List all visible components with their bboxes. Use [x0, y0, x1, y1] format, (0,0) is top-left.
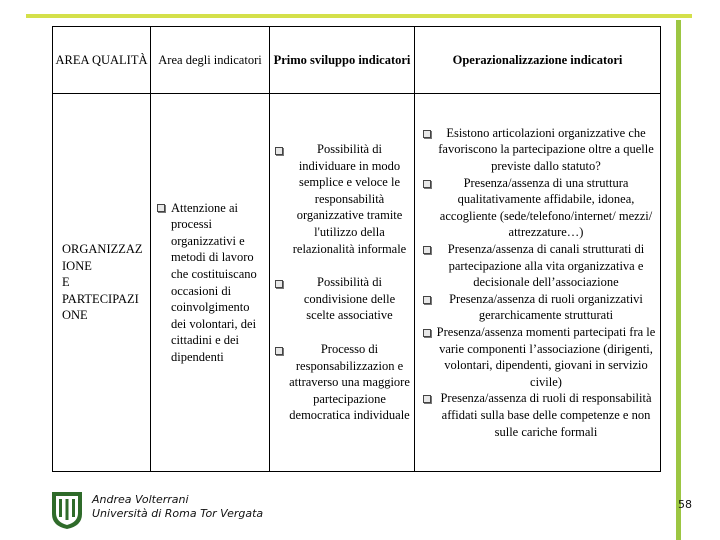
list-item — [436, 241, 656, 291]
header-primo-sviluppo: Primo sviluppo indicatori — [270, 27, 415, 94]
sviluppo-list — [289, 141, 410, 424]
university-logo-icon — [50, 490, 84, 530]
checkbox-bullet-icon — [423, 329, 431, 337]
list-item — [436, 175, 656, 241]
sviluppo-cell — [270, 94, 415, 472]
list-item-text: Presenza/assenza momenti partecipati fra le varie componenti l’associazione (dirigenti, volontari, dipendenti, giovani in servizio civile) — [436, 324, 656, 389]
checkbox-bullet-icon — [275, 147, 283, 155]
list-item-text: Possibilità di individuare in modo semplice e veloce le responsabilità organizzative tramite l'utilizzo della relazionalità informale — [292, 142, 407, 256]
footer-author: Andrea Volterrani — [92, 493, 189, 506]
list-item — [436, 390, 656, 440]
operazionalizzazione-cell — [415, 94, 661, 472]
operazionalizzazione-list — [436, 125, 656, 440]
list-item — [436, 125, 656, 175]
list-item — [289, 141, 410, 257]
page-number: 58 — [678, 498, 692, 511]
footer-university: Università di Roma Tor Vergata — [92, 507, 264, 520]
checkbox-bullet-icon — [423, 395, 431, 403]
checkbox-bullet-icon — [423, 246, 431, 254]
footer-credits — [92, 493, 263, 521]
side-accent-bar — [676, 20, 681, 540]
list-item-text: Presenza/assenza di ruoli organizzativi gerarchicamente strutturati — [449, 291, 643, 323]
list-item-text: Presenza/assenza di una struttura qualitativamente affidabile, idonea, accogliente (sede/telefono/internet/ mezzi/ attrezzature…) — [439, 175, 653, 240]
list-item-text: Attenzione ai processi organizzativi e metodi di lavoro che costituiscano occasioni di coinvolgimento dei volontari, dei cittadini e dei dipendenti — [171, 200, 257, 364]
checkbox-bullet-icon — [423, 296, 431, 304]
list-item-text: Processo di responsabilizzazion e attraverso una maggiore partecipazione democratica individuale — [289, 341, 410, 423]
list-item — [289, 274, 410, 324]
top-accent-bar — [26, 14, 692, 18]
area-line: ONE — [62, 308, 88, 323]
list-item-text: Esistono articolazioni organizzative che favoriscono la partecipazione oltre a quelle previste dallo statuto? — [438, 125, 654, 174]
checkbox-bullet-icon — [423, 180, 431, 188]
checkbox-bullet-icon — [423, 130, 431, 138]
area-line: ORGANIZZAZ — [62, 242, 143, 257]
list-item — [436, 324, 656, 390]
list-item-text: Possibilità di condivisione delle scelte associative — [303, 275, 396, 323]
quality-indicators-table — [52, 26, 661, 472]
area-line: PARTECIPAZI — [62, 291, 139, 306]
list-item-text: Presenza/assenza di canali strutturati di partecipazione alla vita organizzativa e decisionale dell’associazione — [447, 242, 645, 290]
checkbox-bullet-icon — [275, 280, 283, 288]
area-line: E — [62, 275, 70, 290]
checkbox-bullet-icon — [157, 204, 165, 212]
header-area-indicatori: Area degli indicatori — [151, 27, 270, 94]
checkbox-bullet-icon — [275, 347, 283, 355]
list-item-text: Presenza/assenza di ruoli di responsabilità affidati sulla base delle competenze e non sulle cariche formali — [440, 391, 652, 439]
indicatori-cell — [151, 94, 270, 472]
indicatori-list — [171, 200, 264, 366]
list-item — [436, 291, 656, 324]
list-item — [171, 200, 264, 366]
list-item — [289, 341, 410, 424]
table-row — [53, 94, 661, 472]
area-cell — [53, 94, 151, 472]
table-header-row — [53, 27, 661, 94]
header-operazionalizzazione: Operazionalizzazione indicatori — [415, 27, 661, 94]
area-line: IONE — [62, 258, 92, 273]
header-area-qualita: AREA QUALITÀ — [53, 27, 151, 94]
